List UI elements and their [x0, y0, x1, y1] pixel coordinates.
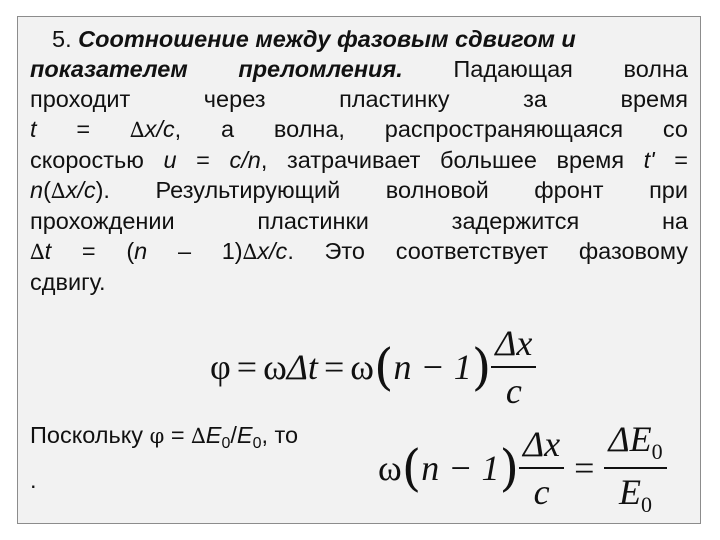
delta-symbol: ∆ [191, 424, 206, 448]
var-E: E [619, 471, 642, 512]
left-paren: ( [401, 439, 422, 497]
line2-text: Падающая волна [453, 56, 689, 82]
var-n: n [30, 177, 44, 203]
fraction-numerator: Δx [523, 424, 561, 465]
fraction-dx-over-c [491, 322, 536, 412]
var-x-over-c: x/c [144, 116, 175, 142]
var-t-prime: t' [643, 147, 655, 173]
subscript-0: 0 [252, 435, 262, 452]
equals-sign: = [574, 448, 595, 488]
text-line-3: проходит через пластинку за время [30, 86, 688, 112]
heading-part-1: Соотношение между фазовым сдвигом и [78, 26, 576, 52]
text-line-7: прохождении пластинки задержится на [30, 208, 688, 234]
fraction-dx-over-c [519, 423, 564, 513]
equals: = [196, 147, 210, 173]
tail-text-to: , то [261, 422, 299, 448]
fraction-denominator [619, 469, 652, 518]
var-x-over-c: x/c [257, 238, 288, 264]
right-paren: ) [471, 338, 492, 396]
subscript-0: 0 [221, 435, 231, 452]
tail-text [30, 420, 298, 495]
item-number: 5. [52, 26, 72, 52]
omega-symbol: ω [263, 347, 287, 387]
text-line-1 [30, 24, 688, 54]
heading-part-2: показателем преломления. [30, 56, 403, 82]
equals: = [170, 422, 185, 448]
delta-E: ΔE [608, 419, 652, 460]
fraction-numerator [604, 418, 666, 467]
subscript-0: 0 [641, 491, 653, 517]
var-t: t [30, 116, 37, 142]
phi-symbol: φ [149, 424, 165, 448]
equals: = [674, 147, 688, 173]
fraction-denominator: c [505, 370, 522, 411]
text-line-9: сдвигу. [30, 269, 106, 295]
var-c-over-n: c/n [229, 147, 261, 173]
var-x-over-c: x/c [65, 177, 96, 203]
line4-text: , а волна, распространяющаяся со [174, 116, 689, 142]
delta-t: Δt [286, 347, 318, 387]
equals: = [76, 116, 91, 142]
main-paragraph [30, 24, 688, 297]
paren: ( [43, 177, 51, 203]
tail-line-2: . [30, 467, 37, 493]
line5-text-a: скоростью [30, 147, 144, 173]
line5-text-c: , затрачивает большее время [260, 147, 625, 173]
slash: / [230, 422, 237, 448]
delta-symbol: ∆ [129, 118, 145, 142]
phase-shift-formula [210, 322, 540, 412]
line8-text: . Это соответствует фазовому [287, 238, 689, 264]
delta-symbol: ∆ [50, 179, 66, 203]
omega-symbol: ω [378, 448, 402, 488]
var-t: t [44, 238, 52, 264]
line6-text: ). Результирующий волновой фронт при [95, 177, 688, 203]
text-line-4 [30, 114, 688, 145]
omega-symbol: ω [350, 347, 374, 387]
tail-line-1 [30, 420, 298, 459]
tail-word: Поскольку [30, 422, 144, 448]
fraction-dE0-over-E0 [604, 418, 666, 518]
formula1-body [210, 322, 536, 412]
var-E: E [205, 422, 222, 448]
var-n: n [134, 238, 148, 264]
right-paren: ) [499, 439, 520, 497]
delta-symbol: ∆ [30, 240, 45, 264]
n-minus-one: n − 1 [393, 347, 472, 387]
fraction-numerator: Δx [495, 323, 533, 364]
n-minus-one: n − 1 [421, 448, 500, 488]
subscript-0: 0 [651, 439, 663, 465]
equals-paren: = ( [81, 238, 135, 264]
text-line-6 [30, 175, 688, 206]
equals-sign: = [323, 347, 345, 387]
var-u: u [163, 147, 177, 173]
text-line-2 [30, 54, 688, 84]
left-paren: ( [373, 338, 394, 396]
minus-one: – 1) [177, 238, 243, 264]
text-line-8 [30, 236, 688, 267]
var-E: E [236, 422, 253, 448]
text-line-5 [30, 145, 688, 175]
formula2-body [378, 416, 667, 520]
energy-ratio-formula [378, 416, 688, 520]
delta-symbol: ∆ [242, 240, 258, 264]
fraction-denominator: c [533, 471, 550, 512]
phi-symbol: φ [210, 347, 231, 387]
equals-sign: = [236, 347, 258, 387]
